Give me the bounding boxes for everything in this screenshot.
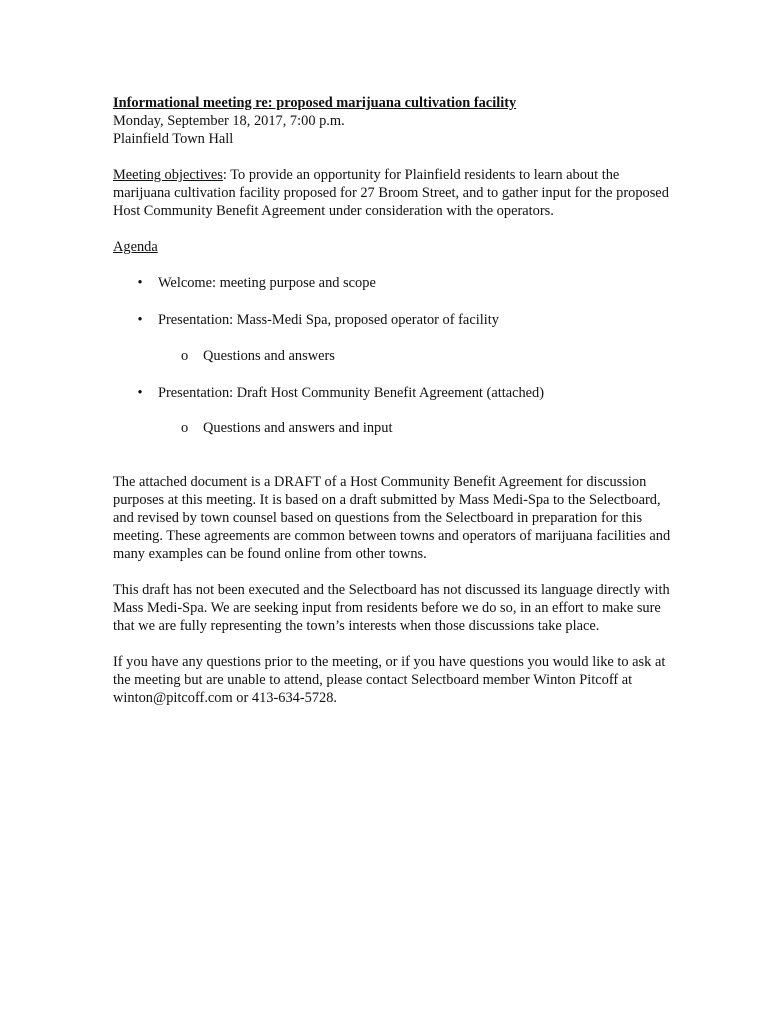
bullet-icon: • xyxy=(137,385,143,401)
agenda-subitem-text: Questions and answers xyxy=(203,348,335,364)
paragraph-draft-notice: The attached document is a DRAFT of a Host Community Benefit Agreement for discussion purposes at this meeting. It is based on a draft submitted by Mass Medi-Spa to the Selectboard, and revised by town counsel based on questions from the Selectboard in preparation for this meeting. These agreements are common between towns and operators of marijuana facilities and many examples can be found online from other towns. xyxy=(113,474,671,562)
agenda-list xyxy=(113,274,673,437)
meeting-location: Plainfield Town Hall xyxy=(113,131,234,147)
bullet-icon: • xyxy=(137,312,143,328)
paragraph-contact: If you have any questions prior to the meeting, or if you have questions you would like to ask at the meeting but are unable to attend, please contact Selectboard member Winton Pitcoff at winton@pitcoff.com or 413-634-5728. xyxy=(113,654,666,706)
meeting-date: Monday, September 18, 2017, 7:00 p.m. xyxy=(113,113,345,129)
document-title: Informational meeting re: proposed marijuana cultivation facility xyxy=(113,95,517,111)
agenda-item xyxy=(113,274,673,292)
agenda-item-text: Welcome: meeting purpose and scope xyxy=(158,275,376,291)
objectives-label: Meeting objectives xyxy=(113,167,223,183)
agenda-subitem-text: Questions and answers and input xyxy=(203,420,393,436)
agenda-heading: Agenda xyxy=(113,239,158,255)
objectives-text: : To provide an opportunity for Plainfield residents to learn about the marijuana cultivation facility proposed for 27 Broom Street, and to gather input for the proposed Host Community Benefit Agreement under consideration with the operators. xyxy=(113,167,669,219)
sub-bullet-icon: o xyxy=(181,348,189,364)
paragraph-not-executed: This draft has not been executed and the Selectboard has not discussed its language directly with Mass Medi-Spa. We are seeking input from residents before we do so, in an effort to make sure that we are fully representing the town’s interests when those discussions take place. xyxy=(113,582,670,634)
sub-bullet-icon: o xyxy=(181,420,189,436)
agenda-item xyxy=(113,384,673,402)
agenda-item xyxy=(113,311,673,329)
bullet-icon: • xyxy=(137,275,143,291)
agenda-item-text: Presentation: Draft Host Community Benefit Agreement (attached) xyxy=(158,385,545,401)
agenda-item-text: Presentation: Mass-Medi Spa, proposed operator of facility xyxy=(158,312,499,328)
agenda-subitem xyxy=(113,347,673,365)
meeting-objectives xyxy=(113,166,673,220)
agenda-subitem xyxy=(113,419,673,437)
document-page xyxy=(113,94,673,707)
